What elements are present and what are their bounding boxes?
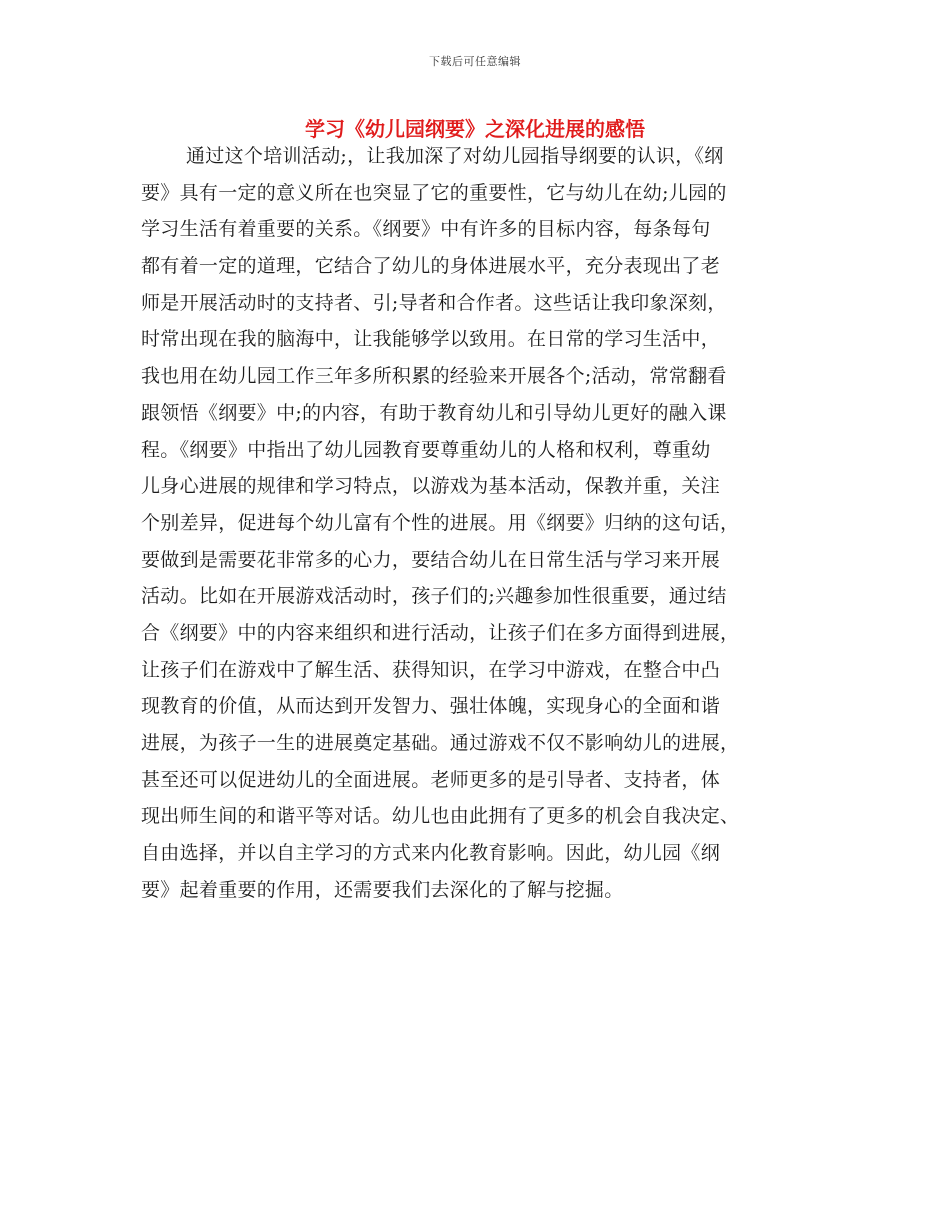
body-line: 程。《纲要》中指出了幼儿园教育要尊重幼儿的人格和权利，尊重幼 <box>141 438 711 461</box>
body-line: 都有着一定的道理，它结合了幼儿的身体进展水平，充分表现出了老 <box>141 255 721 278</box>
page-header: 下载后可任意编辑 <box>429 55 521 68</box>
body-line: 现出师生间的和谐平等对话。幼儿也由此拥有了更多的机会自我决定、 <box>141 805 740 828</box>
body-line: 要》起着重要的作用，还需要我们去深化的了解与挖掘。 <box>141 878 624 901</box>
body-line: 儿身心进展的规律和学习特点，以游戏为基本活动，保教并重，关注 <box>141 475 721 498</box>
body-line: 时常出现在我的脑海中，让我能够学以致用。在日常的学习生活中， <box>141 328 721 351</box>
body-line: 个别差异，促进每个幼儿富有个性的进展。用《纲要》归纳的这句话， <box>141 511 740 534</box>
body-line: 通过这个培训活动;，让我加深了对幼儿园指导纲要的认识，《纲 <box>186 145 724 167</box>
body-line: 进展，为孩子一生的进展奠定基础。通过游戏不仅不影响幼儿的进展， <box>141 732 740 754</box>
document-title: 学习《幼儿园纲要》之深化进展的感悟 <box>305 117 645 141</box>
body-line: 自由选择，并以自主学习的方式来内化教育影响。因此，幼儿园《纲 <box>141 842 721 865</box>
body-line: 活动。比如在开展游戏活动时，孩子们的;兴趣参加性很重要，通过结 <box>141 585 727 608</box>
body-line: 师是开展活动时的支持者、引;导者和合作者。这些话让我印象深刻， <box>141 291 727 314</box>
body-line: 现教育的价值，从而达到开发智力、强壮体魄，实现身心的全面和谐 <box>141 695 721 718</box>
body-line: 合《纲要》中的内容来组织和进行活动，让孩子们在多方面得到进展， <box>141 621 740 644</box>
body-line: 学习生活有着重要的关系。《纲要》中有许多的目标内容，每条每句 <box>141 218 711 241</box>
body-line: 甚至还可以促进幼儿的全面进展。老师更多的是引导者、支持者，体 <box>141 768 721 791</box>
document-body <box>141 138 809 908</box>
body-line: 跟领悟《纲要》中;的内容，有助于教育幼儿和引导幼儿更好的融入课 <box>141 401 727 424</box>
body-line: 要做到是需要花非常多的心力，要结合幼儿在日常生活与学习来开展 <box>141 548 721 571</box>
body-line: 我也用在幼儿园工作三年多所积累的经验来开展各个;活动，常常翻看 <box>141 365 727 388</box>
body-line: 要》具有一定的意义所在也突显了它的重要性，它与幼儿在幼;儿园的 <box>141 181 727 204</box>
body-line: 让孩子们在游戏中了解生活、获得知识，在学习中游戏，在整合中凸 <box>141 658 721 681</box>
